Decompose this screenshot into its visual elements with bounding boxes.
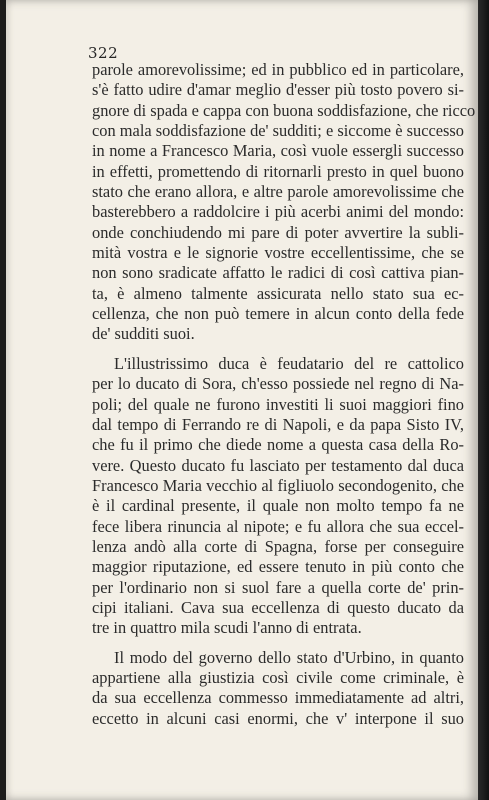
- text-line: mità vostra e le signorie vostre eccellentissime, che se: [92, 243, 464, 263]
- page-body-text: [92, 60, 476, 729]
- text-line: s'è fatto udire d'amar meglio d'esser più tosto povero si-: [92, 80, 464, 100]
- text-line: è il cardinal presente, il quale non molto tempo fa ne: [92, 496, 464, 516]
- page-edge-shadow: [478, 0, 489, 800]
- text-line: appartiene alla giustizia così civile come criminale, è: [92, 667, 464, 687]
- text-line: maggior riputazione, ed essere tenuto in più conto che: [92, 557, 464, 577]
- text-line: parole amorevolissime; ed in pubblico ed in particolare,: [92, 60, 464, 79]
- paragraph-gap: [92, 639, 464, 648]
- paragraph: [92, 354, 464, 639]
- text-line: in nome a Francesco Maria, così vuole essergli successo: [92, 141, 464, 161]
- page-number: 322: [88, 44, 119, 62]
- text-line: dal tempo di Ferrando re di Napoli, e da papa Sisto IV,: [92, 414, 464, 434]
- text-line: poli; del quale ne furono investiti li suoi maggiori fino: [92, 394, 464, 414]
- text-line: cellenza, che non può temere in alcun conto della fede: [92, 304, 464, 324]
- text-line: in effetti, promettendo di ritornarli presto in quel buono: [92, 161, 464, 181]
- text-line: gnore di spada e cappa con buona soddisfazione, che ricco: [92, 100, 476, 120]
- text-line: fece libera rinuncia al nipote; e fu allora che sua eccel-: [92, 516, 464, 536]
- text-line: de' sudditi suoi.: [92, 324, 195, 344]
- text-line: lenza andò alla corte di Spagna, forse per conseguire: [92, 536, 464, 556]
- text-line: tre in quattro mila scudi l'anno di entrata.: [92, 618, 362, 638]
- text-line: Francesco Maria vecchio al figliuolo secondogenito, che: [92, 475, 464, 495]
- text-line: L'illustrissimo duca è feudatario del re cattolico: [114, 353, 464, 373]
- text-line: Il modo del governo dello stato d'Urbino, in quanto: [114, 647, 464, 667]
- text-line: vere. Questo ducato fu lasciato per testamento dal duca: [92, 455, 464, 475]
- text-line: da sua eccellenza commesso immediatamente ad altri,: [92, 688, 464, 708]
- text-line: che fu il primo che diede nome a questa casa della Ro-: [92, 435, 464, 455]
- text-line: ta, è almeno talmente assicurata nello stato sua ec-: [92, 283, 464, 303]
- text-line: per l'ordinario non si suol fare a quella corte de' prin-: [92, 577, 464, 597]
- text-line: eccetto in alcuni casi enormi, che v' interpone il suo: [92, 708, 464, 728]
- text-line: onde conchiudendo mi pare di poter avvertire la subli-: [92, 222, 464, 242]
- paragraph: [92, 60, 476, 345]
- text-line: stato che erano allora, e altre parole amorevolissime che: [92, 182, 464, 202]
- text-line: non sono sradicate affatto le radici di così cattiva pian-: [92, 263, 464, 283]
- paragraph-gap: [92, 345, 464, 354]
- text-line: con mala soddisfazione de' sudditi; e siccome è successo: [92, 121, 464, 141]
- text-line: cipi italiani. Cava sua eccellenza di questo ducato da: [92, 597, 464, 617]
- text-line: basterebbero a raddolcire i più acerbi animi del mondo:: [92, 202, 464, 222]
- text-line: per lo ducato di Sora, ch'esso possiede nel regno di Na-: [92, 374, 464, 394]
- paragraph: [92, 648, 464, 729]
